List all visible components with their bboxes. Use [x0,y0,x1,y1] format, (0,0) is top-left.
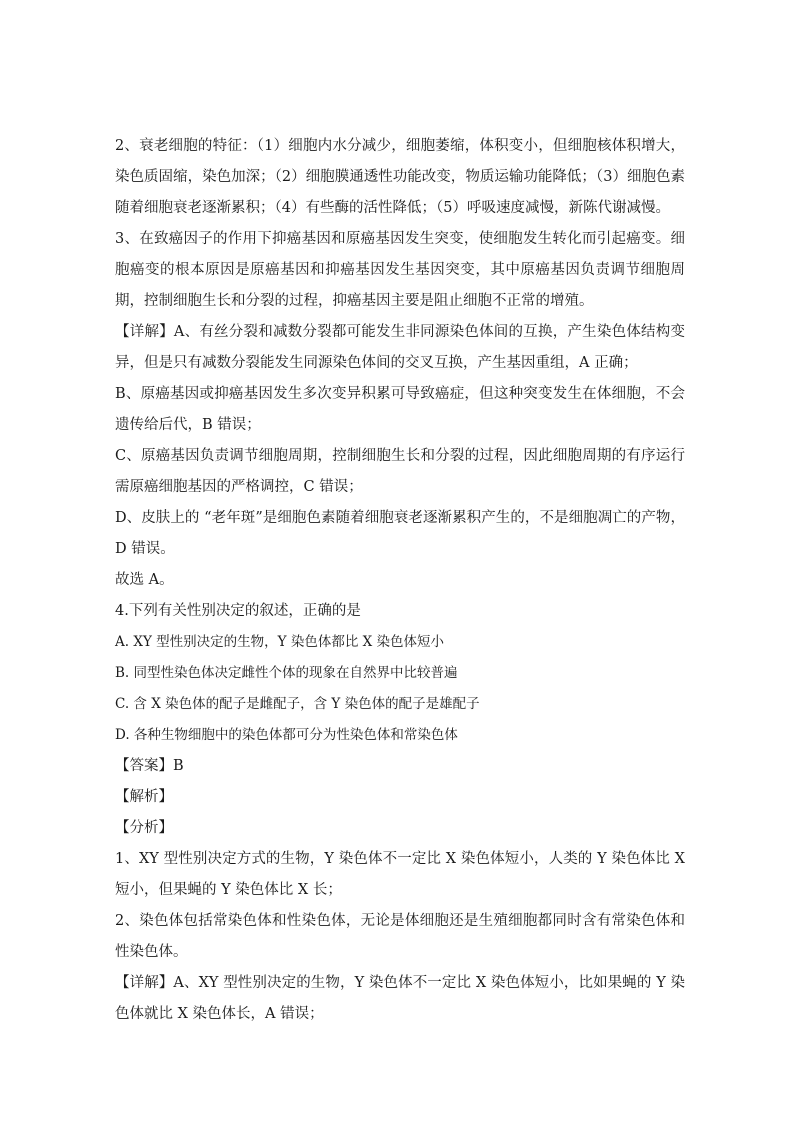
option-c: C. 含 X 染色体的配子是雌配子，含 Y 染色体的配子是雄配子 [115,696,480,712]
paragraph-detail-a: 【详解】A、有丝分裂和减数分裂都可能发生非同源染色体间的互换，产生染色体结构变异，但是只有减数分裂能发生同源染色体间的交叉互换，产生基因重组，A 正确； [115,324,685,371]
question-4-stem: 4.下列有关性别决定的叙述，正确的是 [115,603,361,619]
paragraph-xy-sex-determination: 1、XY 型性别决定方式的生物，Y 染色体不一定比 X 染色体短小，人类的 Y 染色体比 X 短小，但果蝇的 Y 染色体比 X 长； [115,851,685,898]
option-d: D. 各种生物细胞中的染色体都可分为性染色体和常染色体 [115,727,458,743]
paragraph-detail-c: C、原癌基因负责调节细胞周期，控制细胞生长和分裂的过程，因此细胞周期的有序运行需原癌细胞基因的严格调控，C 错误； [115,448,685,495]
document-body [115,131,685,1030]
paragraph-detail-d: D、皮肤上的 “老年斑”是细胞色素随着细胞衰老逐渐累积产生的，不是细胞凋亡的产物，D 错误。 [115,510,685,557]
paragraph-chromosome-types: 2、染色体包括常染色体和性染色体，无论是体细胞还是生殖细胞都同时含有常染色体和性染色体。 [115,913,685,960]
answer-label: 【答案】B [115,758,184,774]
option-a: A. XY 型性别决定的生物，Y 染色体都比 X 染色体短小 [115,634,445,650]
fenxi-heading: 【分析】 [115,820,173,836]
paragraph-cancer-cause: 3、在致癌因子的作用下抑癌基因和原癌基因发生突变，使细胞发生转化而引起癌变。细胞癌变的根本原因是原癌基因和抑癌基因发生基因突变，其中原癌基因负责调节细胞周期，控制细胞生长和分裂的过程，抑癌基因主要是阻止细胞不正常的增殖。 [115,231,685,309]
paragraph-detail-b: B、原癌基因或抑癌基因发生多次变异积累可导致癌症，但这种突变发生在体细胞，不会遗传给后代，B 错误； [115,386,685,433]
paragraph-choose-a: 故选 A。 [115,572,174,588]
option-b: B. 同型性染色体决定雌性个体的现象在自然界中比较普遍 [115,665,458,681]
analysis-heading: 【解析】 [115,789,173,805]
paragraph-aging-cell-features: 2、衰老细胞的特征：（1）细胞内水分减少，细胞萎缩，体积变小，但细胞核体积增大，染色质固缩，染色加深；（2）细胞膜通透性功能改变，物质运输功能降低；（3）细胞色素随着细胞衰老逐渐累积；（4）有些酶的活性降低；（5）呼吸速度减慢，新陈代谢减慢。 [115,138,685,216]
paragraph-detail-q4-a: 【详解】A、XY 型性别决定的生物，Y 染色体不一定比 X 染色体短小，比如果蝇的 Y 染色体就比 X 染色体长，A 错误； [115,975,685,1022]
